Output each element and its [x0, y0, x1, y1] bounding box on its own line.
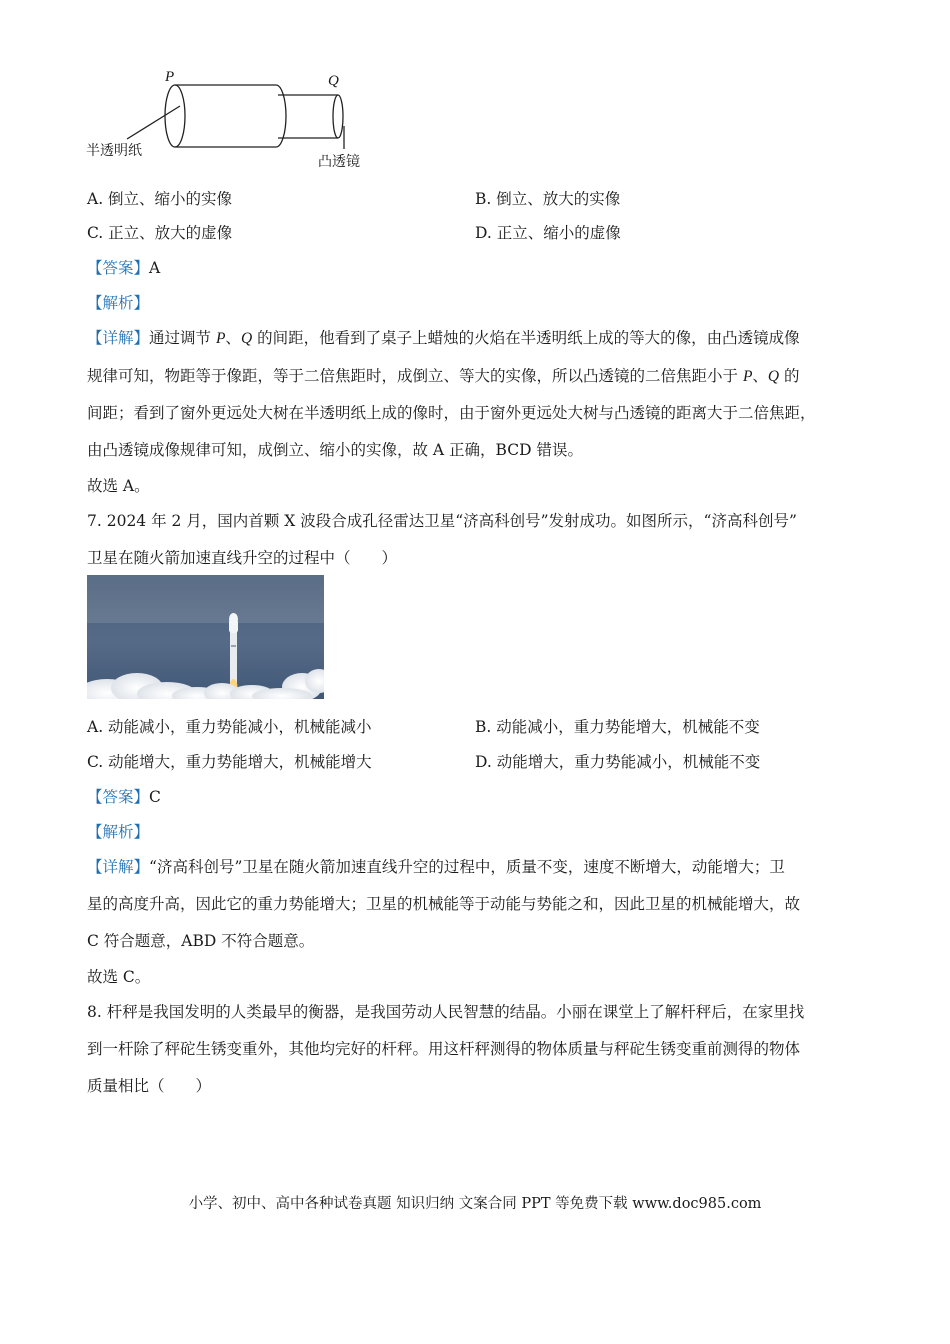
page-footer: 小学、初中、高中各种试卷真题 知识归纳 文案合同 PPT 等免费下载 www.doc985.com: [188, 1196, 762, 1212]
question-8-line-1: 8. 杆秤是我国发明的人类最早的衡器，是我国劳动人民智慧的结晶。小丽在课堂上了解杆秤后，在家里找: [87, 1003, 805, 1021]
label-semi-transparent-paper: 半透明纸: [86, 143, 142, 159]
detail-text: 、: [752, 367, 768, 385]
detail-tag: 【详解】: [87, 329, 150, 347]
var-p: P: [742, 368, 753, 385]
question-8-line-2: 到一杆除了秤砣生锈变重外，其他均完好的杆秤。用这杆秤测得的物体质量与秤砣生锈变重前测得的物体: [87, 1040, 801, 1058]
option-c: C. 正立、放大的虚像: [87, 224, 233, 242]
var-q: Q: [240, 330, 253, 347]
detail-text: 通过调节: [149, 329, 216, 347]
label-convex-lens: 凸透镜: [318, 154, 360, 170]
question-8-line-3: 质量相比（ ）: [87, 1077, 212, 1095]
detail-tag: 【详解】: [87, 858, 150, 876]
q7-detail-line-3: C 符合题意，ABD 不符合题意。: [87, 932, 315, 950]
q7-option-b: B. 动能减小，重力势能增大，机械能不变: [475, 718, 760, 736]
question-7-stem-line-2: 卫星在随火箭加速直线升空的过程中（ ）: [87, 549, 398, 567]
q7-answer-line: [87, 785, 161, 807]
label-p: P: [165, 69, 175, 85]
detail-line-3: 间距；看到了窗外更远处大树在半透明纸上成的像时，由于窗外更远处大树与凸透镜的距离大于二倍焦距，: [87, 404, 816, 422]
detail-line-2: [87, 364, 800, 386]
q7-detail-line-2: 星的高度升高，因此它的重力势能增大；卫星的机械能等于动能与势能之和，因此卫星的机械能增大，故: [87, 895, 801, 913]
q7-conclusion: 故选 C。: [87, 968, 151, 986]
detail-line-1: [87, 326, 800, 348]
analysis-tag: 【解析】: [87, 294, 150, 312]
detail-text: 、: [225, 329, 241, 347]
rocket-launch-photo: [87, 575, 324, 699]
answer-tag: 【答案】: [87, 259, 150, 277]
detail-text: “济高科创号”卫星在随火箭加速直线升空的过程中，质量不变，速度不断增大，动能增大；卫: [149, 858, 785, 876]
option-a: A. 倒立、缩小的实像: [87, 190, 233, 208]
detail-text: 规律可知，物距等于像距，等于二倍焦距时，成倒立、等大的实像，所以凸透镜的二倍焦距小于: [87, 367, 743, 385]
label-q: Q: [328, 73, 339, 89]
convex-lens-end: [333, 95, 343, 138]
conclusion: 故选 A。: [87, 477, 150, 495]
answer-value: A: [149, 259, 161, 277]
q7-analysis-tag: 【解析】: [87, 823, 150, 841]
q7-option-c: C. 动能增大，重力势能增大，机械能增大: [87, 753, 372, 771]
var-p: P: [215, 330, 226, 347]
detail-text: 的间距，他看到了桌子上蜡烛的火焰在半透明纸上成的等大的像，由凸透镜成像: [252, 329, 800, 347]
q7-option-d: D. 动能增大，重力势能减小，机械能不变: [475, 753, 761, 771]
option-b: B. 倒立、放大的实像: [475, 190, 621, 208]
answer-value: C: [149, 788, 161, 806]
question-7-stem-line-1: 7. 2024 年 2 月，国内首颗 X 波段合成孔径雷达卫星“济高科创号”发射成功。如图所示，“济高科创号”: [87, 512, 797, 530]
answer-tag: 【答案】: [87, 788, 150, 806]
option-d: D. 正立、缩小的虚像: [475, 224, 621, 242]
q7-option-a: A. 动能减小，重力势能减小，机械能减小: [87, 718, 372, 736]
q7-detail-line-1: [87, 855, 785, 877]
semi-transparent-paper-end: [165, 85, 185, 147]
detail-line-4: 由凸透镜成像规律可知，成倒立、缩小的实像，故 A 正确，BCD 错误。: [87, 441, 583, 459]
detail-text: 的: [779, 367, 800, 385]
var-q: Q: [767, 368, 780, 385]
answer-line: [87, 256, 160, 278]
